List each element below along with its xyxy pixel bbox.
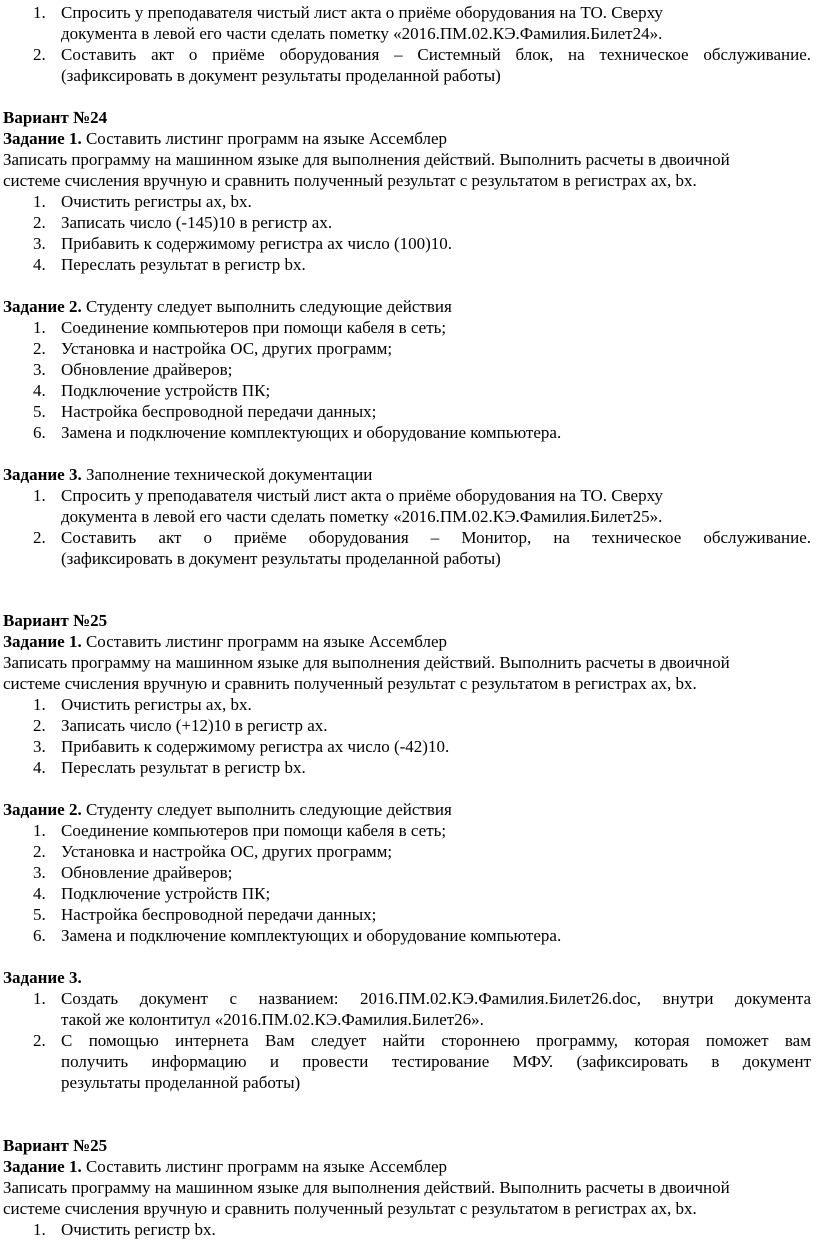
task-2-steps	[3, 317, 811, 443]
list-item: 6. Замена и подключение комплектующих и оборудование компьютера.	[33, 423, 562, 442]
list-item: 1. Соединение компьютеров при помощи кабеля в сеть;	[33, 821, 447, 840]
list-item: 1. Спросить у преподавателя чистый лист акта о приёме оборудования на ТО. Сверху документа в левой его части сделать пометку «2016.ПМ.02.КЭ.Фамилия.Билет25».	[33, 486, 663, 526]
list-item: 6. Замена и подключение комплектующих и оборудование компьютера.	[33, 926, 562, 945]
list-item: 2. Установка и настройка ОС, других программ;	[33, 339, 393, 358]
task-2-title: Задание 2. Студенту следует выполнить следующие действия	[3, 800, 452, 819]
list-item: 4. Подключение устройств ПК;	[33, 381, 271, 400]
variant-25b-section	[3, 1135, 811, 1240]
list-item: 1. Создать документ с названием: 2016.ПМ.02.КЭ.Фамилия.Билет26.doc, внутри документа такой же колонтитул «2016.ПМ.02.КЭ.Фамилия.Билет26».	[33, 989, 811, 1029]
list-item	[3, 44, 811, 86]
task-1-description-line: системе счисления вручную и сравнить полученный результат с результатом в регистрах ax, bx.	[3, 674, 697, 693]
list-item: 3. Прибавить к содержимому регистра ax число (100)10.	[33, 234, 453, 253]
variant-24-section	[3, 107, 811, 569]
task-1-description-line: Записать программу на машинном языке для выполнения действий. Выполнить расчеты в двоичной	[3, 1178, 730, 1197]
list-item: 2. С помощью интернета Вам следует найти стороннею программу, которая поможет вам получить информацию и провести тестирование МФУ. (зафиксировать в документ результаты проделанной работы)	[33, 1031, 811, 1092]
list-item-line: (зафиксировать в документ результаты проделанной работы)	[61, 66, 501, 85]
list-item: 2. Записать число (-145)10 в регистр ax.	[33, 213, 333, 232]
variant-heading: Вариант №25	[3, 611, 108, 630]
list-item: 2. Установка и настройка ОС, других программ;	[33, 842, 393, 861]
task-1-title: Задание 1. Составить листинг программ на языке Ассемблер	[3, 1157, 448, 1176]
variant-25-section	[3, 610, 811, 1093]
list-item: 2. Составить акт о приёме оборудования – Монитор, на техническое обслуживание. (зафиксировать в документ результаты проделанной работы)	[33, 528, 811, 568]
task-3-steps	[3, 485, 811, 569]
task-1-steps	[3, 191, 811, 275]
variant-heading: Вариант №25	[3, 1136, 108, 1155]
list-item-line: Спросить у преподавателя чистый лист акта о приёме оборудования на ТО. Сверху	[61, 3, 663, 22]
list-item-line: документа в левой его части сделать пометку «2016.ПМ.02.КЭ.Фамилия.Билет24».	[61, 24, 663, 43]
task-1-steps	[3, 694, 811, 778]
list-number: 1.	[33, 3, 46, 22]
list-item: 4. Переслать результат в регистр bx.	[33, 255, 306, 274]
task-1-description-line: системе счисления вручную и сравнить полученный результат с результатом в регистрах ax, bx.	[3, 1199, 697, 1218]
list-item-line: Составить акт о приёме оборудования – Системный блок, на техническое обслуживание.	[61, 45, 811, 64]
task-1-steps	[3, 1219, 811, 1240]
list-item: 1. Очистить регистры ax, bx.	[33, 695, 252, 714]
variant-heading: Вариант №24	[3, 108, 108, 127]
task-1-title: Задание 1. Составить листинг программ на языке Ассемблер	[3, 129, 448, 148]
list-item	[3, 2, 811, 44]
list-item: 3. Обновление драйверов;	[33, 863, 233, 882]
task-3-title: Задание 3.	[3, 968, 82, 987]
list-number: 2.	[33, 45, 46, 64]
list-item: 3. Прибавить к содержимому регистра ax число (-42)10.	[33, 737, 450, 756]
task-2-steps	[3, 820, 811, 946]
task-3-title: Задание 3. Заполнение технической документации	[3, 465, 373, 484]
task-1-title: Задание 1. Составить листинг программ на языке Ассемблер	[3, 632, 448, 651]
task-3-steps	[3, 988, 811, 1093]
list-item: 1. Очистить регистр bx.	[33, 1220, 216, 1239]
task-1-description-line: системе счисления вручную и сравнить полученный результат с результатом в регистрах ax, bx.	[3, 171, 697, 190]
task-1-description-line: Записать программу на машинном языке для выполнения действий. Выполнить расчеты в двоичной	[3, 653, 730, 672]
list-item: 5. Настройка беспроводной передачи данных;	[33, 905, 377, 924]
list-item: 4. Переслать результат в регистр bx.	[33, 758, 306, 777]
top-task-list	[3, 2, 811, 86]
list-item: 1. Соединение компьютеров при помощи кабеля в сеть;	[33, 318, 447, 337]
list-item: 1. Очистить регистры ax, bx.	[33, 192, 252, 211]
task-2-title: Задание 2. Студенту следует выполнить следующие действия	[3, 297, 452, 316]
list-item: 4. Подключение устройств ПК;	[33, 884, 271, 903]
list-item: 3. Обновление драйверов;	[33, 360, 233, 379]
list-item: 2. Записать число (+12)10 в регистр ax.	[33, 716, 328, 735]
task-1-description-line: Записать программу на машинном языке для выполнения действий. Выполнить расчеты в двоичной	[3, 150, 730, 169]
list-item: 5. Настройка беспроводной передачи данных;	[33, 402, 377, 421]
